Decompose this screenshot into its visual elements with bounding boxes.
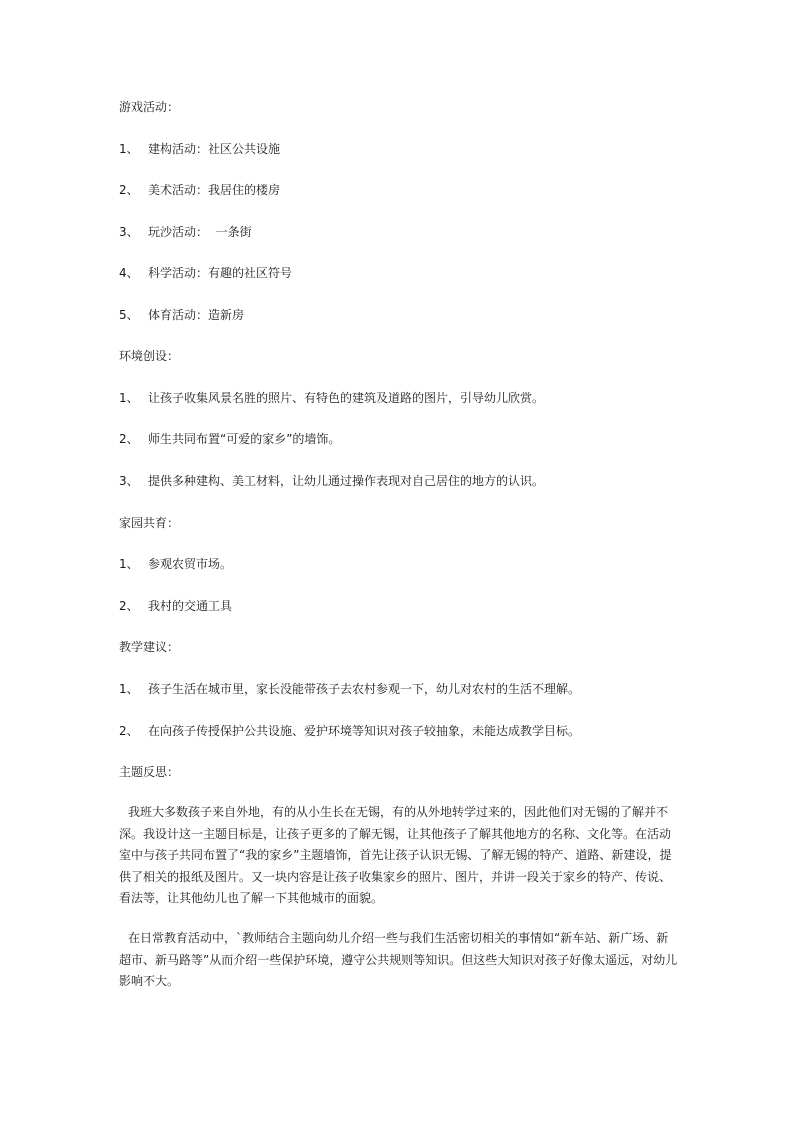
item-text: 让孩子收集风景名胜的照片、有特色的建筑及道路的图片，引导幼儿欣赏。	[148, 391, 545, 405]
item-text: 美术活动：我居住的楼房	[148, 183, 281, 197]
item-text: 体育活动：造新房	[148, 308, 245, 322]
item-number: 3、	[119, 225, 139, 239]
item-number: 2、	[119, 183, 139, 197]
heading-reflection: 主题反思：	[119, 765, 180, 779]
list-item	[119, 598, 232, 614]
list-item	[119, 141, 280, 157]
item-text: 在向孩子传授保护公共设施、爱护环境等知识对孩子较抽象，未能达成教学目标。	[148, 724, 581, 738]
heading-environment: 环境创设：	[119, 349, 180, 363]
item-text: 提供多种建构、美工材料，让幼儿通过操作表现对自己居住的地方的认识。	[148, 474, 545, 488]
item-number: 2、	[119, 724, 139, 738]
item-text: 师生共同布置“可爱的家乡”的墙饰。	[148, 432, 341, 446]
heading-teaching: 教学建议：	[119, 640, 180, 654]
list-item	[119, 265, 292, 281]
heading-games: 游戏活动：	[119, 100, 180, 114]
item-text: 孩子生活在城市里，家长没能带孩子去农村参观一下，幼儿对农村的生活不理解。	[148, 682, 581, 696]
item-number: 1、	[119, 557, 139, 571]
item-text: 建构活动：社区公共设施	[148, 142, 281, 156]
list-item	[119, 390, 544, 406]
item-text: 参观农贸市场。	[148, 557, 233, 571]
list-item	[119, 224, 252, 240]
list-item	[119, 182, 280, 198]
item-number: 3、	[119, 474, 139, 488]
list-item	[119, 556, 232, 572]
heading-home: 家园共育：	[119, 516, 180, 530]
item-number: 5、	[119, 308, 139, 322]
item-text: 科学活动：有趣的社区符号	[148, 266, 293, 280]
item-text: 我村的交通工具	[148, 599, 233, 613]
item-number: 1、	[119, 391, 139, 405]
list-item	[119, 681, 580, 697]
reflection-paragraph: 在日常教育活动中，`教师结合主题向幼儿介绍一些与我们生活密切相关的事情如“新车站、新广场、新超市、新马路等”从而介绍一些保护环境，遵守公共规则等知识。但这些大知识对孩子好像太遥远，对幼儿影响不大。	[119, 931, 678, 988]
item-number: 1、	[119, 142, 139, 156]
item-number: 2、	[119, 432, 139, 446]
item-number: 2、	[119, 599, 139, 613]
item-number: 1、	[119, 682, 139, 696]
item-number: 4、	[119, 266, 139, 280]
list-item	[119, 431, 340, 447]
list-item	[119, 307, 244, 323]
item-text: 玩沙活动： 一条街	[148, 225, 252, 239]
list-item	[119, 473, 544, 489]
list-item	[119, 723, 580, 739]
reflection-paragraph: 我班大多数孩子来自外地，有的从小生长在无锡，有的从外地转学过来的，因此他们对无锡的了解并不深。我设计这一主题目标是，让孩子更多的了解无锡，让其他孩子了解其他地方的名称、文化等。在活动室中与孩子共同布置了“我的家乡”主题墙饰，首先让孩子认识无锡、了解无锡的特产、道路、新建设，提供了相关的报纸及图片。又一块内容是让孩子收集家乡的照片、图片，并讲一段关于家乡的特产、传说、看法等，让其他幼儿也了解一下其他城市的面貌。	[119, 805, 672, 905]
